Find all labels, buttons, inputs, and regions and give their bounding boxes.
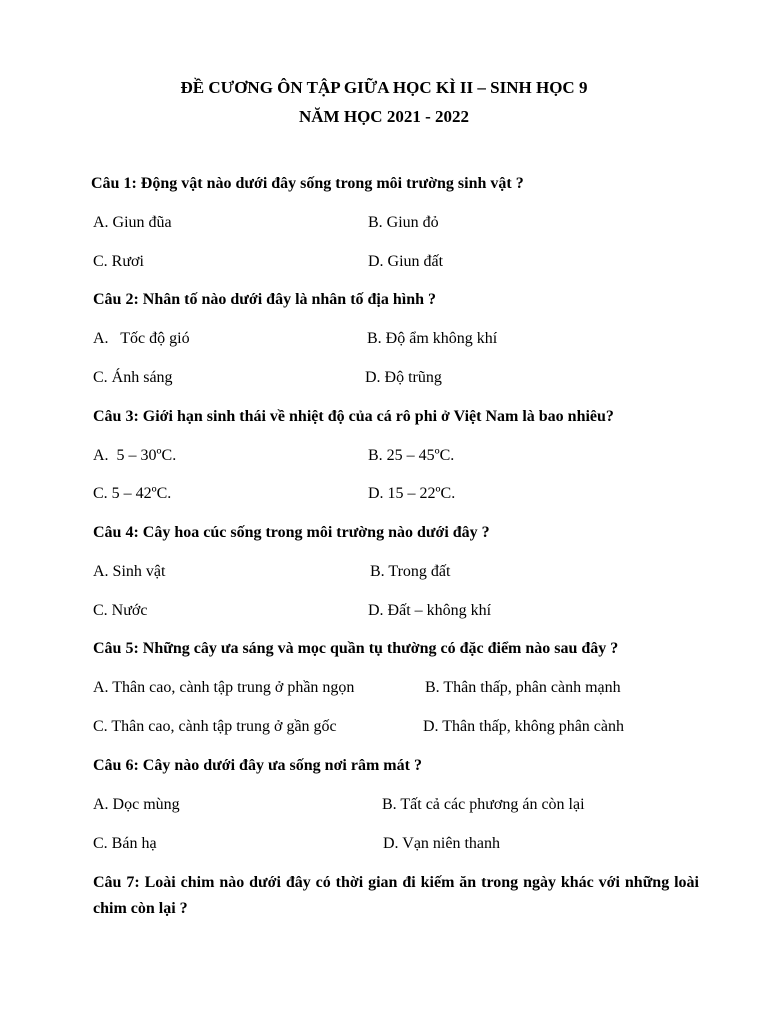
q5-option-a: A. Thân cao, cành tập trung ở phần ngọn	[93, 679, 355, 696]
q4-option-b: B. Trong đất	[370, 563, 451, 580]
question-4: Câu 4: Cây hoa cúc sống trong môi trường nào dưới đây ?	[93, 524, 490, 541]
q1-option-b: B. Giun đỏ	[368, 214, 439, 231]
q2-option-d: D. Độ trũng	[365, 369, 442, 386]
q5-option-d: D. Thân thấp, không phân cành	[423, 718, 624, 735]
q6-option-d: D. Vạn niên thanh	[383, 835, 501, 852]
q2-option-a: A. Tốc độ gió	[93, 330, 190, 347]
q6-option-b: B. Tất cả các phương án còn lại	[382, 796, 585, 813]
q4-option-a: A. Sinh vật	[93, 563, 166, 580]
q5-option-b: B. Thân thấp, phân cành mạnh	[425, 679, 621, 696]
question-5: Câu 5: Những cây ưa sáng và mọc quần tụ thường có đặc điểm nào sau đây ?	[93, 640, 619, 657]
q3-option-a: A. 5 – 30ºC.	[93, 447, 177, 464]
q4-option-c: C. Nước	[93, 602, 148, 619]
q3-option-c: C. 5 – 42ºC.	[93, 485, 172, 502]
q1-option-a: A. Giun đũa	[93, 214, 172, 231]
q4-option-d: D. Đất – không khí	[368, 602, 492, 619]
q1-option-d: D. Giun đất	[368, 253, 444, 270]
q3-option-b: B. 25 – 45ºC.	[368, 447, 455, 464]
q6-option-a: A. Dọc mùng	[93, 796, 180, 813]
question-2: Câu 2: Nhân tố nào dưới đây là nhân tố địa hình ?	[93, 291, 437, 308]
question-6: Câu 6: Cây nào dưới đây ưa sống nơi râm mát ?	[93, 757, 422, 774]
question-3: Câu 3: Giới hạn sinh thái về nhiệt độ của cá rô phi ở Việt Nam là bao nhiêu?	[93, 408, 614, 425]
q6-option-c: C. Bán hạ	[93, 835, 157, 852]
q2-option-c: C. Ánh sáng	[93, 369, 173, 386]
q1-option-c: C. Rươi	[93, 253, 144, 270]
question-1: Câu 1: Động vật nào dưới đây sống trong môi trường sinh vật ?	[91, 175, 524, 192]
q3-option-d: D. 15 – 22ºC.	[368, 485, 456, 502]
school-year: NĂM HỌC 2021 - 2022	[299, 107, 469, 126]
q2-option-b: B. Độ ẩm không khí	[367, 330, 498, 347]
question-7: Câu 7: Loài chim nào dưới đây có thời gian đi kiếm ăn trong ngày khác với những loài chim còn lại ?	[93, 874, 699, 917]
q5-option-c: C. Thân cao, cành tập trung ở gần gốc	[93, 718, 337, 735]
document-title: ĐỀ CƯƠNG ÔN TẬP GIỮA HỌC KÌ II – SINH HỌC 9	[180, 78, 588, 97]
